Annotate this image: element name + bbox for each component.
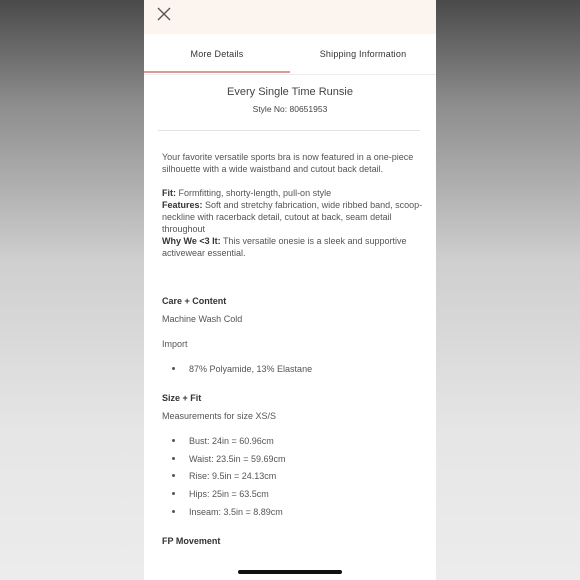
background-right <box>436 0 580 580</box>
why-label: Why We <3 It: <box>162 236 221 246</box>
list-item <box>172 436 274 446</box>
care-origin: Import <box>162 339 188 349</box>
list-item <box>172 489 269 499</box>
fit-label: Fit: <box>162 188 176 198</box>
fit-text: Formfitting, shorty-length, pull-on style <box>178 188 332 198</box>
size-fit-subtitle: Measurements for size XS/S <box>162 411 277 421</box>
measurement-text: Rise: 9.5in = 24.13cm <box>189 471 277 481</box>
why-line <box>162 235 424 259</box>
list-item <box>172 507 283 517</box>
fit-line <box>162 187 424 199</box>
tab-shipping-information[interactable]: Shipping Information <box>319 48 407 59</box>
why-text: This versatile onesie is a sleek and supportive activewear essential. <box>162 236 407 258</box>
bullet-dot <box>172 457 175 460</box>
care-wash: Machine Wash Cold <box>162 314 243 324</box>
divider <box>158 130 420 131</box>
close-icon[interactable] <box>156 6 172 22</box>
features-line <box>162 199 424 235</box>
bullet-dot <box>172 510 175 513</box>
home-indicator <box>238 570 342 574</box>
material-text: 87% Polyamide, 13% Elastane <box>189 364 313 374</box>
bullet-dot <box>172 492 175 495</box>
measurement-text: Hips: 25in = 63.5cm <box>189 489 269 499</box>
list-item <box>172 471 276 481</box>
active-tab-indicator <box>144 71 290 73</box>
care-content-title: Care + Content <box>162 296 227 306</box>
size-fit-title: Size + Fit <box>162 393 202 403</box>
measurement-text: Bust: 24in = 60.96cm <box>189 436 274 446</box>
bullet-dot <box>172 439 175 442</box>
fp-movement-title[interactable]: FP Movement <box>162 536 221 546</box>
tab-more-details[interactable]: More Details <box>190 48 244 59</box>
list-item <box>172 454 285 464</box>
background-left <box>0 0 144 580</box>
product-name: Every Single Time Runsie <box>227 86 353 98</box>
product-description: Your favorite versatile sports bra is now featured in a one-piece silhouette with a wide waistband and cutout back detail. <box>162 152 414 174</box>
details-content <box>162 151 424 259</box>
bullet-dot <box>172 474 175 477</box>
features-label: Features: <box>162 200 203 210</box>
top-bar <box>144 0 436 34</box>
bullet-dot <box>172 367 175 370</box>
tab-bar <box>144 34 436 75</box>
measurement-text: Waist: 23.5in = 59.69cm <box>189 454 286 464</box>
style-number: Style No: 80651953 <box>252 104 328 114</box>
features-text: Soft and stretchy fabrication, wide ribbed band, scoop-neckline with racerback detail, cutout at back, seam detail throughout <box>162 200 423 234</box>
measurement-text: Inseam: 3.5in = 8.89cm <box>189 507 283 517</box>
list-item <box>172 364 312 374</box>
phone-screen <box>144 0 436 580</box>
